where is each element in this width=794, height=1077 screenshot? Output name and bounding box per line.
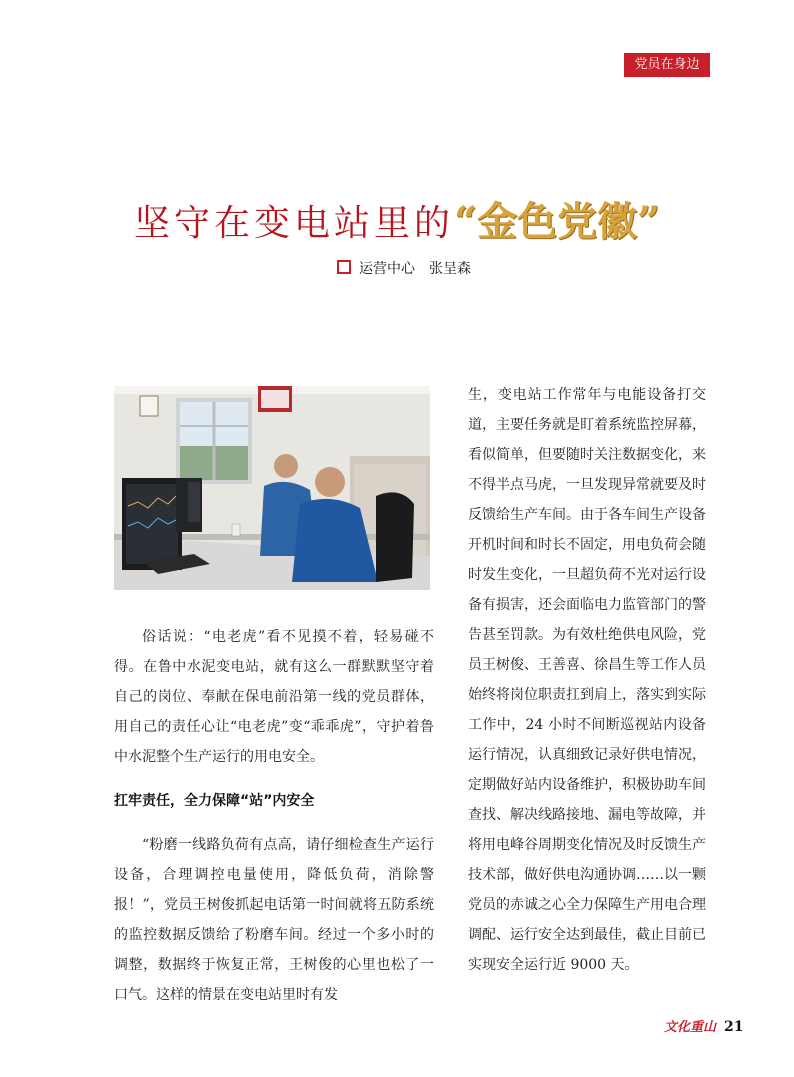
magazine-brand: 文化重山 [664,1020,717,1035]
continued-paragraph: 生，变电站工作常年与电能设备打交道，主要任务就是盯着系统监控屏幕，看似简单，但要随时关注数据变化，来不得半点马虎，一旦发现异常就要及时反馈给生产车间。由于各车间生产设备开机时间和时长不固定，用电负荷会随时发生变化，一旦超负荷不光对运行设备有损害，还会面临电力监管部门的警告甚至罚款。为有效杜绝供电风险，党员王树俊、王善喜、徐昌生等工作人员始终将岗位职责扛到肩上，落实到实际工作中，24 小时不间断巡视站内设备运行情况，认真细致记录好供电情况，定期做好站内设备维护，积极协助车间查找、解决线路接地、漏电等故障，并将用电峰谷周期变化情况及时反馈生产技术部，做好供电沟通协调……以一颗党员的赤诚之心全力保障生产用电合理调配、运行安全达到最佳，截止目前已实现安全运行近 9000 天。 [468,387,706,973]
byline [337,259,471,279]
byline-department: 运营中心 [359,261,415,277]
byline-author: 张呈森 [429,261,471,277]
intro-paragraph: 俗话说：“电老虎”看不见摸不着，轻易碰不得。在鲁中水泥变电站，就有这么一群默默坚守着自己的岗位、奉献在保电前沿第一线的党员群体，用自己的责任心让“电老虎”变“乖乖虎”，守护着鲁中水泥整个生产运行的用电安全。 [114,629,434,765]
body-paragraph: “粉磨一线路负荷有点高，请仔细检查生产运行设备，合理调控电量使用，降低负荷，消除警报！”，党员王树俊抓起电话第一时间就将五防系统的监控数据反馈给了粉磨车间。经过一个多小时的调整，数据终于恢复正常，王树俊的心里也松了一口气。这样的情景在变电站里时有发 [114,837,434,1003]
title-main: 坚守在变电站里的 [133,203,454,244]
page-number: 21 [724,1019,744,1035]
article-photo [114,386,430,590]
right-column [468,380,706,980]
section-heading: 扛牢责任，全力保障“站”内安全 [114,793,315,809]
section-tag: 党员在身边 [624,53,710,77]
square-bullet-icon [337,260,351,274]
left-column [114,622,434,1010]
page-footer [664,1016,744,1038]
article-title [0,196,794,256]
title-highlight: “金色党徽” [454,198,661,245]
